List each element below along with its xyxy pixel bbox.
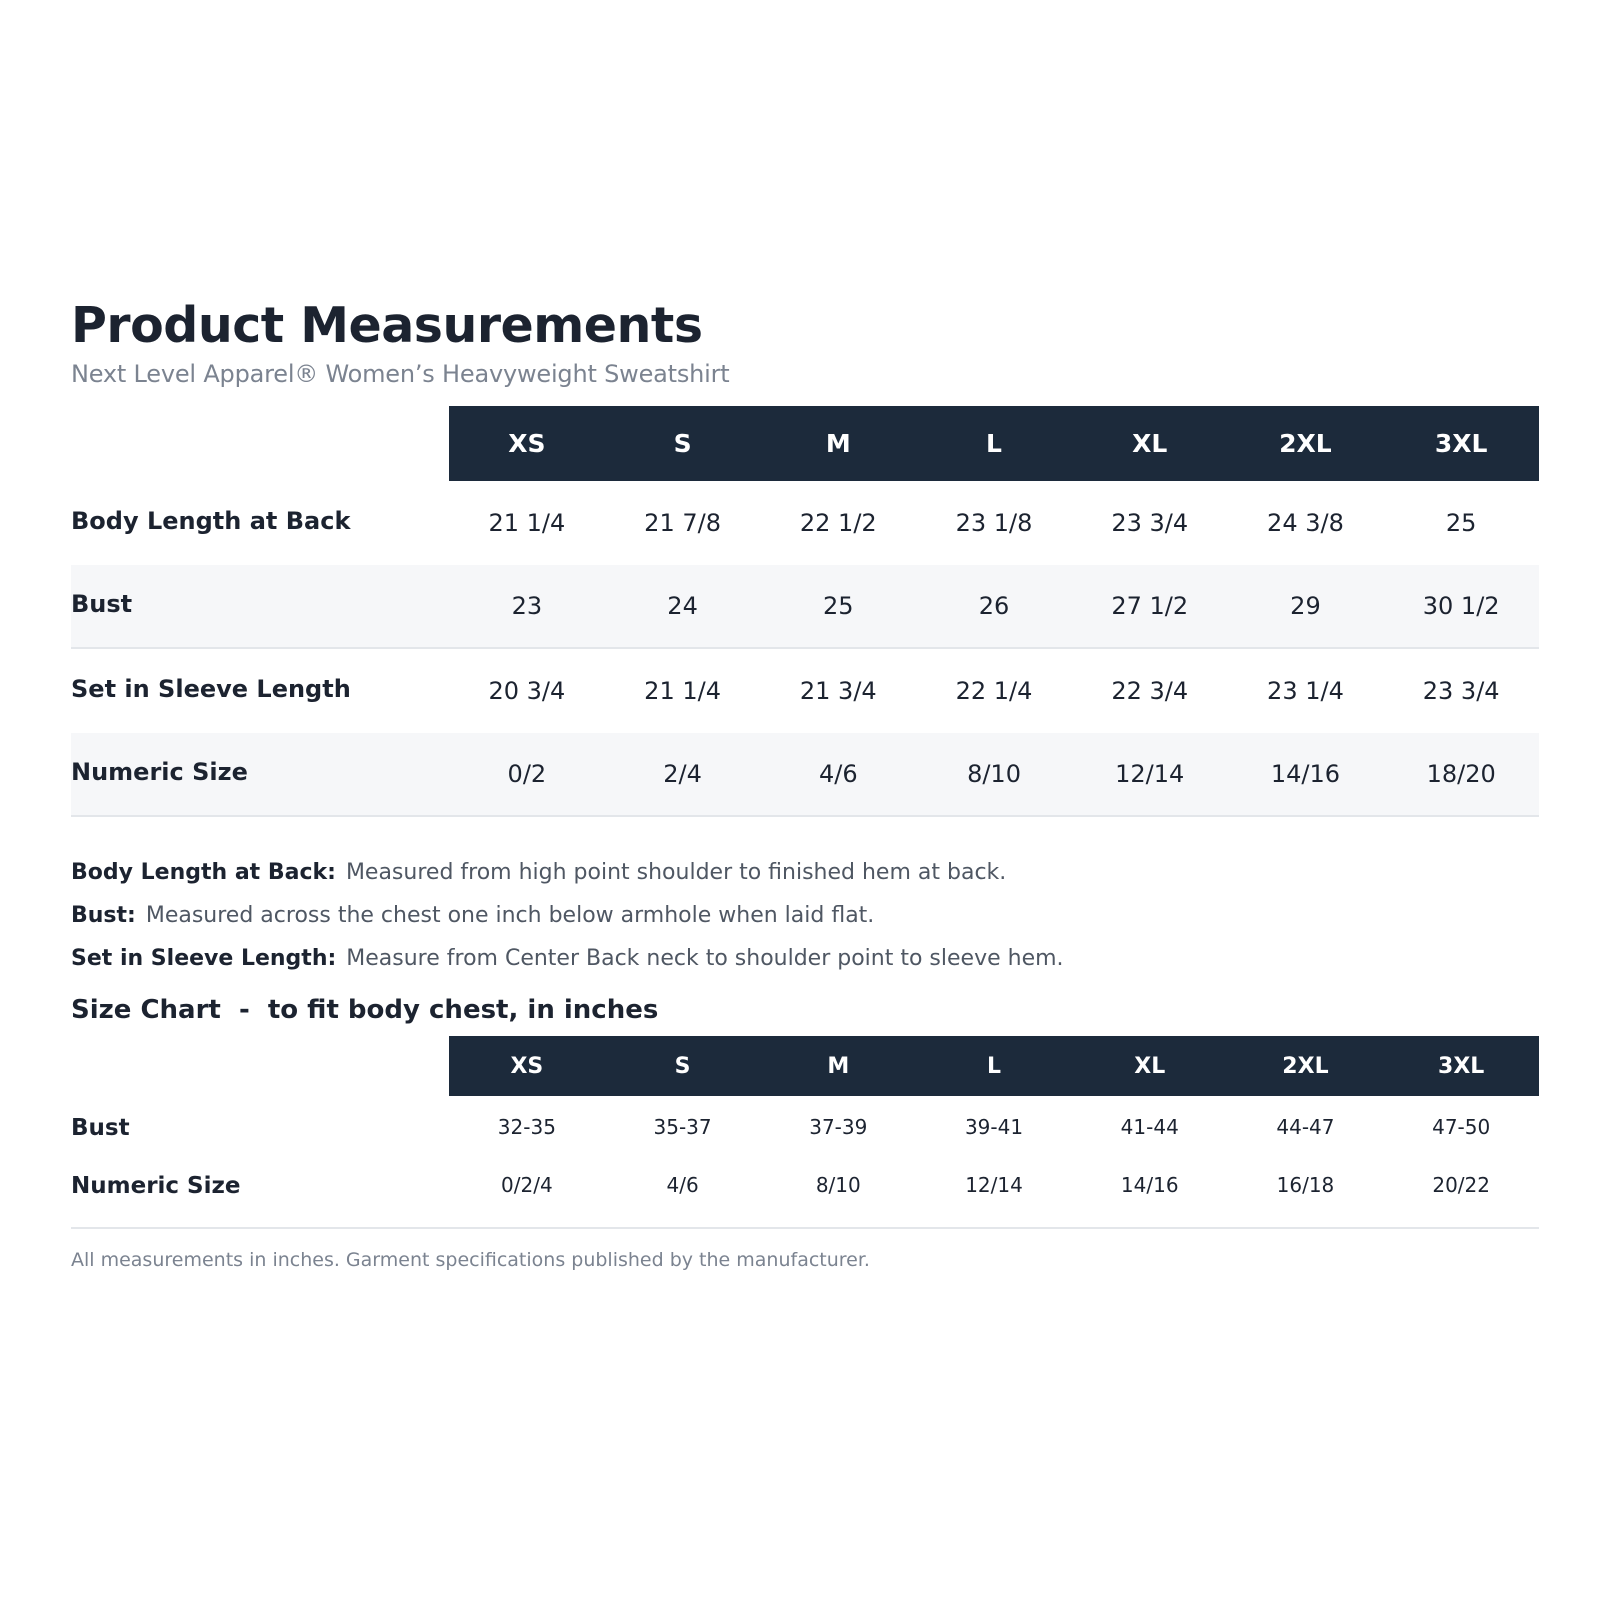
table-cell: 0/2 — [507, 760, 547, 788]
table-cell: 12/14 — [965, 1173, 1023, 1197]
table-row-bust — [71, 565, 1539, 649]
size-header-3xl: 3XL — [1434, 429, 1488, 458]
page-title: Product Measurements — [71, 297, 703, 354]
note-bust — [71, 894, 1539, 937]
table-cell: 0/2/4 — [501, 1173, 553, 1197]
row-label: Numeric Size — [71, 1173, 241, 1199]
table-cell: 24 3/8 — [1267, 509, 1344, 537]
size-header-xs: XS — [510, 1053, 544, 1079]
size-header-m: M — [825, 429, 851, 458]
table-cell: 23 — [511, 592, 543, 620]
table-cell: 32-35 — [497, 1115, 556, 1139]
note-body-length — [71, 851, 1539, 894]
table-cell: 25 — [1445, 509, 1477, 537]
note-text: Measured across the chest one inch below armhole when laid flat. — [145, 903, 875, 928]
size-header-l: L — [986, 429, 1002, 458]
footnote: All measurements in inches. Garment specifications published by the manufacturer. — [71, 1249, 870, 1271]
table-cell: 29 — [1290, 592, 1321, 620]
table-cell: 21 3/4 — [799, 677, 877, 705]
table-cell: 44-47 — [1276, 1115, 1335, 1139]
row-label: Body Length at Back — [71, 507, 351, 535]
table-cell: 27 1/2 — [1111, 592, 1189, 620]
size-header-xl: XL — [1132, 429, 1168, 458]
table-cell: 37-39 — [809, 1115, 868, 1139]
size-header-m: M — [827, 1053, 850, 1079]
note-text: Measure from Center Back neck to shoulder point to sleeve hem. — [346, 946, 1064, 971]
table-cell: 22 1/2 — [799, 509, 877, 537]
note-term: Bust: — [71, 903, 136, 928]
size-header-s: S — [674, 1053, 691, 1079]
table-cell: 41-44 — [1120, 1115, 1179, 1139]
table-cell: 21 1/4 — [644, 677, 721, 705]
table-row-numeric-size — [71, 733, 1539, 817]
size-chart-row-numeric-size — [71, 1156, 1539, 1214]
table-cell: 16/18 — [1276, 1173, 1335, 1197]
table-cell: 23 3/4 — [1422, 677, 1500, 705]
size-header-s: S — [673, 429, 692, 458]
table-cell: 39-41 — [964, 1115, 1024, 1139]
table-cell: 18/20 — [1426, 760, 1496, 788]
size-chart-header — [449, 1036, 1539, 1096]
row-label: Bust — [71, 1115, 130, 1141]
table-cell: 20/22 — [1432, 1173, 1490, 1197]
table-row-body-length — [71, 481, 1539, 565]
measurement-notes — [71, 851, 1539, 980]
table-cell: 4/6 — [666, 1173, 699, 1197]
size-header-2xl: 2XL — [1282, 1053, 1329, 1079]
table-cell: 23 1/8 — [955, 509, 1033, 537]
table-cell: 23 3/4 — [1111, 509, 1189, 537]
size-header-xl: XL — [1134, 1053, 1166, 1079]
row-label: Set in Sleeve Length — [71, 675, 351, 703]
table-cell: 4/6 — [818, 760, 858, 788]
product-measurements-sheet — [71, 296, 1539, 1271]
table-cell: 8/10 — [815, 1173, 861, 1197]
table-cell: 30 1/2 — [1422, 592, 1500, 620]
note-term: Set in Sleeve Length: — [71, 946, 337, 971]
size-header-xs: XS — [508, 429, 546, 458]
table-cell: 22 3/4 — [1111, 677, 1189, 705]
row-label: Numeric Size — [71, 758, 248, 786]
note-text: Measured from high point shoulder to finished hem at back. — [345, 860, 1007, 885]
note-sleeve-length — [71, 937, 1539, 980]
table-cell: 14/16 — [1270, 760, 1341, 788]
table-cell: 8/10 — [967, 760, 1021, 788]
row-label: Bust — [71, 590, 133, 618]
size-chart-row-bust — [71, 1098, 1539, 1156]
size-header-l: L — [987, 1053, 1002, 1079]
table-cell: 20 3/4 — [488, 677, 566, 705]
table-cell: 35-37 — [653, 1115, 712, 1139]
product-subtitle: Next Level Apparel® Women’s Heavyweight Sweatshirt — [71, 360, 730, 388]
table-cell: 23 1/4 — [1267, 677, 1344, 705]
table-cell: 2/4 — [663, 760, 702, 788]
note-term: Body Length at Back: — [71, 860, 336, 885]
table-cell: 12/14 — [1115, 760, 1185, 788]
table-cell: 26 — [978, 592, 1010, 620]
table-cell: 14/16 — [1120, 1173, 1179, 1197]
table-cell: 47-50 — [1432, 1115, 1491, 1139]
measurements-size-header — [449, 406, 1539, 481]
table-cell: 21 1/4 — [488, 509, 566, 537]
table-cell: 24 — [667, 592, 698, 620]
table-row-sleeve-length — [71, 649, 1539, 733]
table-cell: 25 — [823, 592, 854, 620]
table-cell: 21 7/8 — [644, 509, 721, 537]
size-header-3xl: 3XL — [1438, 1053, 1485, 1079]
size-header-2xl: 2XL — [1279, 429, 1332, 458]
size-chart-table — [71, 1036, 1539, 1229]
measurements-table — [71, 406, 1539, 817]
size-chart-title: Size Chart - to fit body chest, in inches — [71, 995, 659, 1025]
table-cell: 22 1/4 — [955, 677, 1033, 705]
